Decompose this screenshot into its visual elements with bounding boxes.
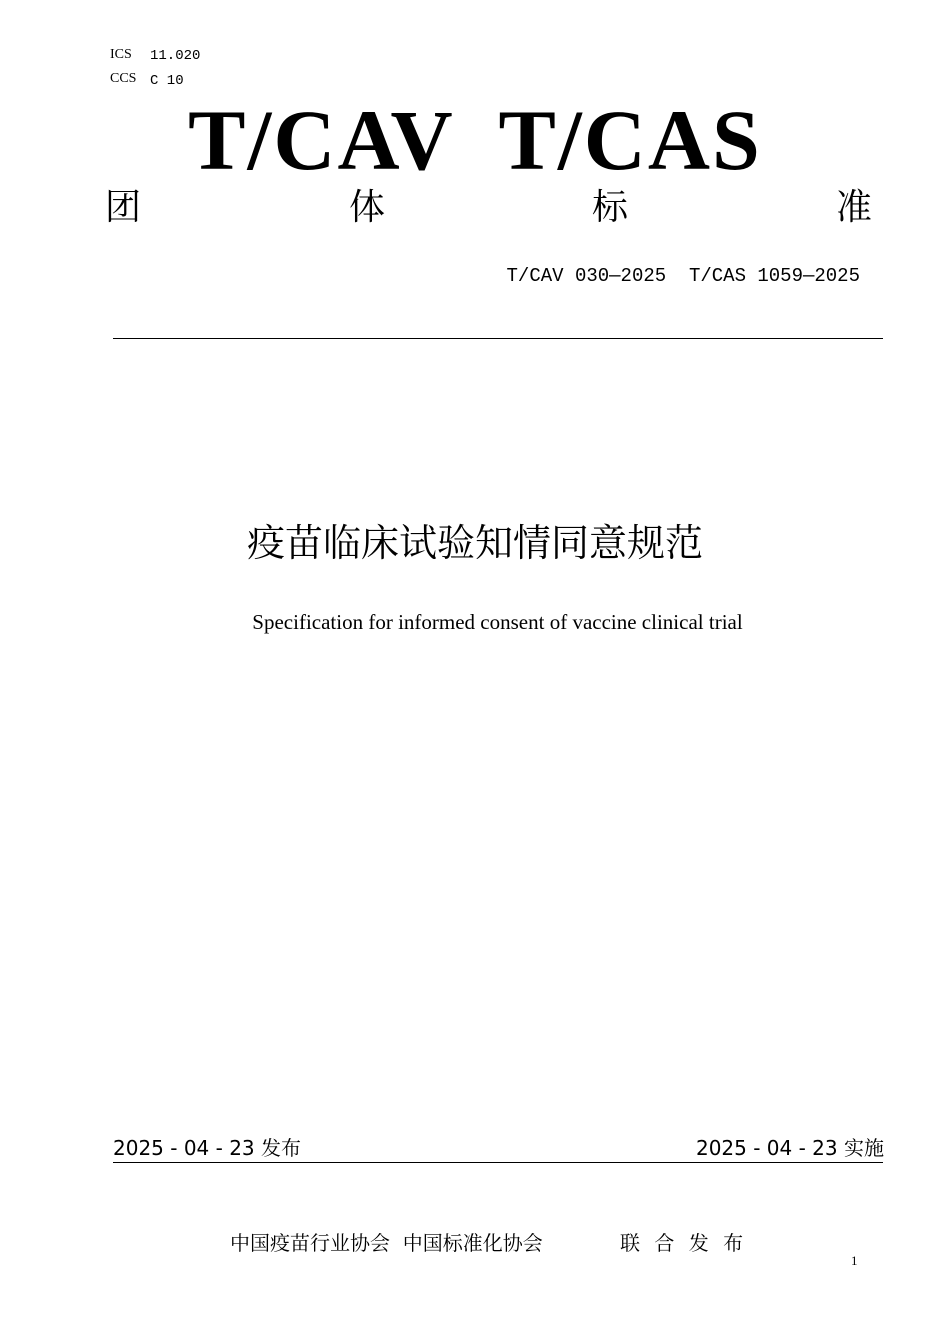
standard-type-char-1: 团 (105, 187, 142, 228)
page-number: 1 (851, 1253, 858, 1268)
issuing-organizations: 中国疫苗行业协会 中国标准化协会 (230, 1231, 543, 1255)
standard-type-char-3: 标 (592, 187, 629, 228)
standard-type-char-2: 体 (349, 187, 386, 228)
publish-date: 2025 - 04 - 23 发布 (113, 1136, 302, 1160)
document-title-cn: 疫苗临床试验知情同意规范 (246, 521, 703, 565)
footer-divider (113, 1162, 883, 1163)
document-title-en: Specification for informed consent of vaccine clinical trial (252, 610, 743, 634)
header-divider (113, 338, 883, 339)
ccs-value: C 10 (150, 73, 184, 89)
joint-publish-label: 联 合 发 布 (620, 1231, 748, 1255)
standard-type-char-4: 准 (836, 187, 873, 228)
standard-number: T/CAV 030—2025 T/CAS 1059—2025 (506, 265, 860, 287)
org-codes-heading: T/CAV T/CAS (188, 92, 762, 188)
ics-label: ICS (110, 47, 132, 62)
implement-date: 2025 - 04 - 23 实施 (695, 1136, 884, 1160)
ccs-label: CCS (110, 71, 137, 86)
ics-value: 11.020 (150, 48, 201, 64)
